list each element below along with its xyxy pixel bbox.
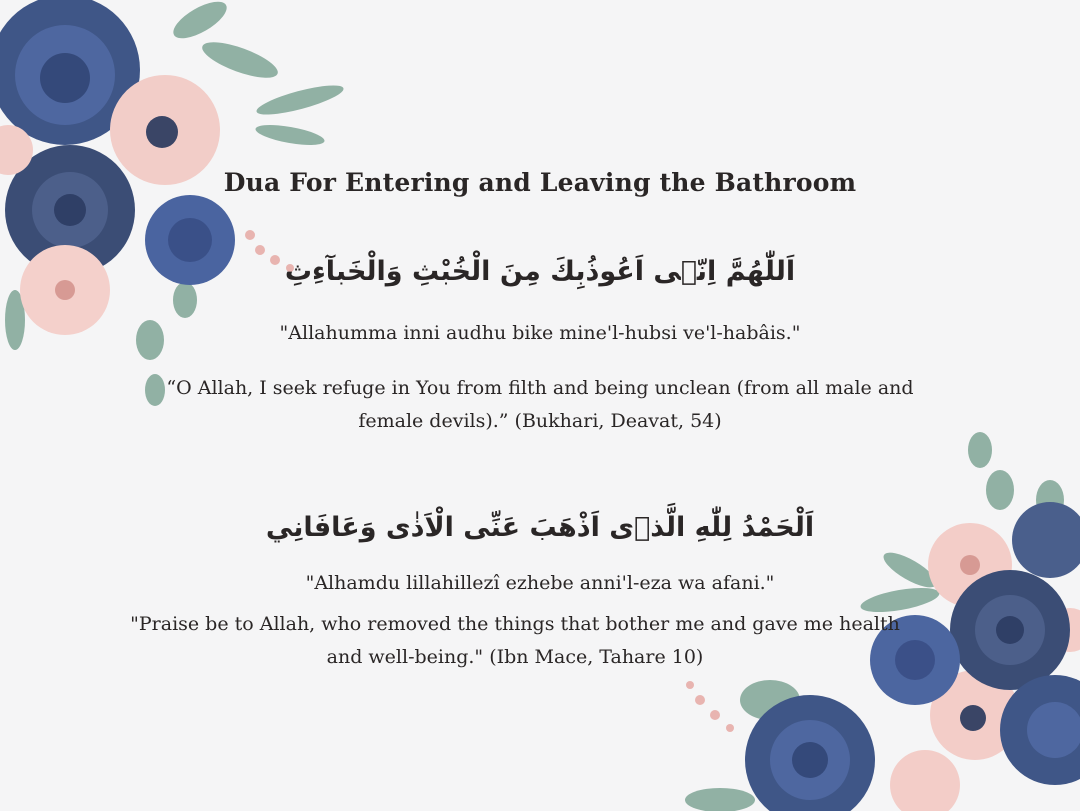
pink-sprig-icon xyxy=(686,681,734,732)
dua-2-translation: "Praise be to Allah, who removed the things that bother me and gave me health and well-being." (Ibn Mace, Tahare 10) xyxy=(130,613,900,668)
dua-2-arabic: اَلْحَمْدُ لِلّٰهِ الَّذ۪ى اَذْهَبَ عَنِّى الْاَذٰى وَعَافَانِي xyxy=(265,512,815,543)
dua-1-arabic: اَللّٰهُمَّ اِنّٖى اَعُوذُبِكَ مِنَ الْخُبْثِ وَالْخَبآءِثِ xyxy=(284,256,796,287)
dua-1-translation: “O Allah, I seek refuge in You from filth and being unclean (from all male and female devils).” (Bukhari, Deavat, 54) xyxy=(166,377,914,432)
dua-2-transliteration: "Alhamdu lillahillezî ezhebe anni'l-eza wa afani." xyxy=(305,572,775,594)
page-title: Dua For Entering and Leaving the Bathroom xyxy=(223,168,857,197)
floral-decoration-top-left xyxy=(0,0,360,420)
dua-1-transliteration: "Allahumma inni audhu bike mine'l-hubsi ve'l-habâis." xyxy=(279,322,801,344)
